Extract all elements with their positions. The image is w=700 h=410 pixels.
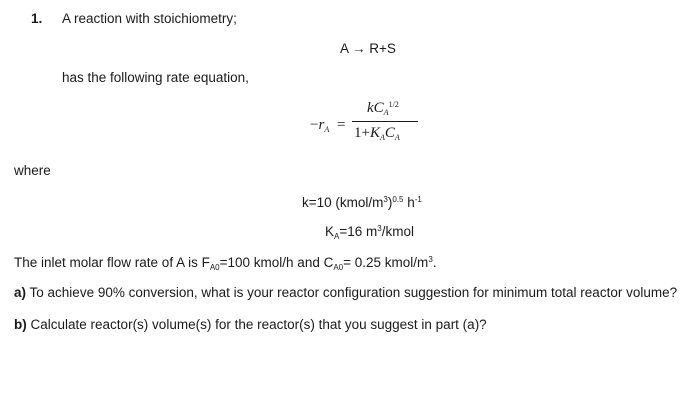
part-a-text: To achieve 90% conversion, what is your reactor configuration suggestion for minimum total reactor volume? xyxy=(29,285,678,300)
k-constant: k=10 $(kmol/m^3)^{0.5}$ $h^{-1}$ xyxy=(302,195,422,210)
part-b-text: Calculate reactor(s) volume(s) for the reactor(s) that you suggest in part (a)? xyxy=(30,317,487,332)
rate-numerator: $kC_A^{1/2}$ xyxy=(367,100,399,117)
rate-intro: has the following rate equation, xyxy=(62,70,249,85)
part-b xyxy=(14,317,487,332)
rate-denominator: $1+K_AC_A$ xyxy=(354,125,400,142)
part-b-label: b) xyxy=(14,317,27,332)
KA-constant: $K_A=16$ $m^3$/kmol xyxy=(325,224,414,241)
inlet-conditions: The inlet molar flow rate of A is $F_{A0}=100$ kmol/h and $C_{A0}= 0.25$ kmol/$m^3$. xyxy=(14,255,437,272)
part-a-label: a) xyxy=(14,285,27,300)
fraction-bar xyxy=(352,121,418,122)
reaction-equation: A → R+S xyxy=(340,41,396,56)
problem-number: 1. xyxy=(31,11,43,26)
rate-lhs: $-r_A$ = xyxy=(310,117,346,134)
where-label: where xyxy=(14,163,51,178)
part-a xyxy=(14,285,677,300)
problem-intro: A reaction with stoichiometry; xyxy=(62,11,237,26)
